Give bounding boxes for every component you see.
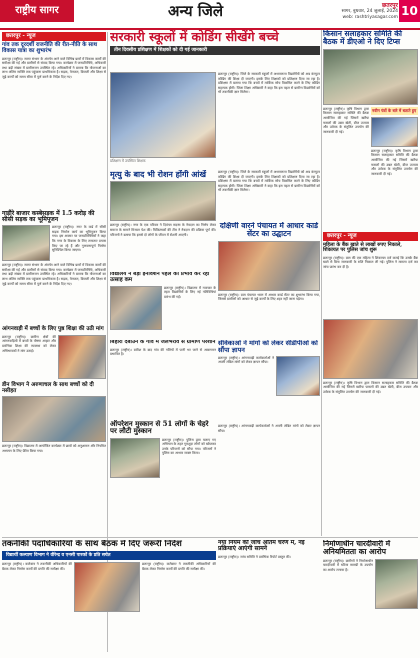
ops-body: छतरपुर (राष्ट्रीय)। पुलिस द्वारा चलाए गए अभियान के तहत गुमशुदा लोगों को खोजकर उनके परिजनों को सौंपा गया। परिजनों ने पुलिस का आभार व्यक्त किया। <box>162 437 216 456</box>
city-name: छतरपुर <box>382 2 398 9</box>
masthead <box>0 0 420 30</box>
column-rule-right <box>321 30 322 536</box>
lead-story-header <box>110 30 320 70</box>
story1-headline: गांव तक दूरदर्शी राजनीति की रीत-नीति के साथ विकास यात्रा का शुभारंभ <box>2 42 98 54</box>
tech-subbar: विद्यार्थी कल्याण विभाग ने वीरेन्द्र व एनसी पारकों के प्रति सचेत <box>2 551 216 560</box>
naya-body: छतरपुर (राष्ट्रीय)। जांच समिति ने प्रारंभिक रिपोर्ट प्रस्तुत की। <box>218 554 291 559</box>
demands-headline: सेविकाओं ने मांगों को लेकर सीडीपीओ को सौंपा ज्ञापन <box>218 340 318 354</box>
school-story <box>110 272 216 338</box>
section-title: अन्य जिले <box>168 2 223 20</box>
demands-body-cont <box>218 424 320 536</box>
left-section-bar: छतरपुर - न्यूज <box>2 32 106 41</box>
women-photo <box>323 319 418 379</box>
kisan-body: छतरपुर (राष्ट्रीय)। कृषि विभाग द्वारा किसान सलाहकार समिति की बैठक आयोजित की गई जिसमें खरीफ फसलों की उन्नत खेती, बीज उपचार और उर्वरक के संतुलित उपयोग की जानकारी दी गई। <box>323 106 369 134</box>
date-text: सागर, बुधवार, 24 जुलाई, 2024 <box>341 9 398 14</box>
tech-body: छतरपुर (राष्ट्रीय)। कलेक्टर ने तकनीकी अधिकारियों की बैठक लेकर निर्माण कार्यों की प्रगति की समीक्षा की। <box>2 561 72 571</box>
tech-headline: तकनीकी पदाधिकारियों के साथ बैठक में दिए जरूरी निर्देश <box>2 540 182 549</box>
lead-story-body-block <box>218 72 320 168</box>
story2-body-cont: छतरपुर (राष्ट्रीय)। सागर संभाग के अंतर्गत आने वाले विभिन्न ग्रामों में विकास कार्यों की समीक्षा की गई और ग्रामीणों से संवाद किया गया। कार्यक्रम में जनप्रतिनिधि, अधिकारी तथा बड़ी संख्या में ग्रामीणजन उपस्थित रहे। अधिकारियों ने बताया कि योजनाओं का लाभ अंतिम व्यक्ति तक पहुंचाना प्राथमिकता है। सड़क, पेयजल, बिजली और शिक्षा से जुड़े कार्यों को समय सीमा में पूर्ण करने के निर्देश दिए गए। <box>2 263 106 286</box>
kisan-story <box>323 30 418 230</box>
panchayat-body: छतरपुर (राष्ट्रीय)। ग्राम पंचायत भवन में आधार कार्ड सेंटर का शुभारंभ किया गया, जिससे ग्रामीणों को आधार से जुड़े कार्यों के लिए शहर नहीं जाना पड़ेगा। <box>218 292 320 302</box>
story2-photo <box>2 225 50 261</box>
vidhan-story <box>110 340 216 420</box>
vidhan-body: छतरपुर (राष्ट्रीय)। बारिश के बाद गांव की गलियों में पानी भर जाने से आवागमन प्रभावित है। <box>110 347 216 357</box>
women-body-cont: छतरपुर (राष्ट्रीय)। कृषि विभाग द्वारा किसान सलाहकार समिति की बैठक आयोजित की गई जिसमें खरीफ फसलों की उन्नत खेती, बीज उपचार और उर्वरक के संतुलित उपयोग की जानकारी दी गई। <box>323 380 418 394</box>
web-address: web: rashtriyasagar.com <box>342 15 398 20</box>
lead-story-photo-block <box>110 72 216 168</box>
kisan-headline: किसान सलाहकार समिति की बैठक में डीएओ ने दिए टिप्स <box>323 30 402 46</box>
school-photo <box>110 286 162 330</box>
story1-body: छतरपुर (राष्ट्रीय)। सागर संभाग के अंतर्गत आने वाले विभिन्न ग्रामों में विकास कार्यों की समीक्षा की गई और ग्रामीणों से संवाद किया गया। कार्यक्रम में जनप्रतिनिधि, अधिकारी तथा बड़ी संख्या में ग्रामीणजन उपस्थित रहे। अधिकारियों ने बताया कि योजनाओं का लाभ अंतिम व्यक्ति तक पहुंचाना प्राथमिकता है। सड़क, पेयजल, बिजली और शिक्षा से जुड़े कार्यों को समय सीमा में पूर्ण करने के निर्देश दिए गए। <box>2 56 106 79</box>
story3-headline: आंगनवाड़ी में बच्चों के लिए पुष्ठ शिक्षा की उठी मांग <box>2 326 104 333</box>
kisan-inset-label: नवीन यंत्रों के बारे में बताते हुए <box>372 107 417 113</box>
story4-headline: डीन विभाग ने अरुणाचल के साथ बच्चों को दी नसीहत <box>2 381 94 394</box>
school-body: छतरपुर (राष्ट्रीय)। विद्यालय में नवाचार के तहत विद्यार्थियों के लिए नई गतिविधियां प्रारंभ की गईं। <box>164 285 216 299</box>
nirman-story <box>323 540 418 656</box>
naya-story <box>218 540 320 656</box>
ops-headline: ऑपरेशन मुस्कान से 51 लोगों के चेहरे पर लौटी मुस्कान <box>110 420 209 436</box>
ops-photo <box>110 438 160 478</box>
panchayat-story <box>218 222 320 334</box>
story4-photo <box>2 396 106 442</box>
dateline <box>338 3 398 21</box>
lead-body: छतरपुर (राष्ट्रीय)। जिले के सरकारी स्कूलों में अध्ययनरत विद्यार्थियों को अब कंप्यूटर कोडिंग की शिक्षा दी जाएगी। इसके लिए शिक्षकों को प्रशिक्षण दिया जा रहा है। प्रशिक्षण में बताया गया कि बच्चों में तार्किक सोच विकसित करने के लिए कोडिंग सहायक होगी। जिला शिक्षा अधिकारी ने कहा कि इस पहल से ग्रामीण विद्यार्थियों को भी तकनीकी ज्ञान मिलेगा। <box>218 72 320 95</box>
story4-body: छतरपुर (राष्ट्रीय)। विद्यालय में आयोजित कार्यक्रम में छात्रों को अनुशासन और नियमित अध्ययन के लिए प्रेरित किया गया। <box>2 444 106 454</box>
demands-photo <box>276 356 320 396</box>
tech-body-cont: छतरपुर (राष्ट्रीय)। कलेक्टर ने तकनीकी अधिकारियों की बैठक लेकर निर्माण कार्यों की प्रगति की समीक्षा की। <box>142 561 216 571</box>
death-story <box>110 170 216 270</box>
lead-subbar: तीन दिवसीय प्रशिक्षण में शिक्षकों को दी गई जानकारी <box>110 46 320 55</box>
kisan-body-cont: छतरपुर (राष्ट्रीय)। कृषि विभाग द्वारा किसान सलाहकार समिति की बैठक आयोजित की गई जिसमें खरीफ फसलों की उन्नत खेती, बीज उपचार और उर्वरक के संतुलित उपयोग की जानकारी दी गई। <box>371 148 418 176</box>
kisan-inset-photo <box>371 117 418 147</box>
story2-body: छतरपुर (राष्ट्रीय)। नगर के वार्ड में सीसी सड़क निर्माण कार्य का भूमिपूजन किया गया। इस अवसर पर जनप्रतिनिधियों ने कहा कि नगर के विकास के लिए लगातार प्रयास किए जा रहे हैं और गुणवत्तापूर्ण निर्माण सुनिश्चित किया जाएगा। <box>52 225 106 253</box>
lead-headline: सरकारी स्कूलों में कोडिंग सीखेंगे बच्चे <box>110 30 279 44</box>
vidhan-headline: बिहारी दबाउन के गांव में जलभराव से ग्रामीण परेशान <box>110 340 216 345</box>
nirman-headline: निर्माणाधीन चारदीवारी में अनियमितता का आरोप <box>323 540 391 556</box>
nirman-photo <box>375 559 418 609</box>
lead-photo-caption: प्रशिक्षण में उपस्थित शिक्षक <box>110 159 146 163</box>
death-headline: मृत्यु के बाद भी रोशन होंगी आंखें <box>110 170 207 179</box>
right-news-block <box>323 232 418 534</box>
demands-body: छतरपुर (राष्ट्रीय)। आंगनवाड़ी कार्यकर्ताओं ने अपनी लंबित मांगों को लेकर ज्ञापन सौंपा। <box>218 355 274 365</box>
story2-headline: गाड़ीेरे बाजार कस्बेसड़क में 1.5 करोड़ की सीसी सड़क का भूमिपूजन <box>2 209 95 223</box>
panchayat-headline: दक्षिणी वारने पंचायत में आधार कार्ड सेंटर का उद्घाटन <box>219 222 319 238</box>
nirman-body: छतरपुर (राष्ट्रीय)। ग्रामीणों ने निर्माणाधीन चारदीवारी में घटिया सामग्री के उपयोग का आरोप लगाया है। <box>323 558 373 572</box>
brand-logo: राष्ट्रीय सागर <box>0 0 74 22</box>
demands-story <box>218 340 320 420</box>
naya-headline: नया नियम की जांच अंतिम चरण में, नई प्रक्रियाएं आएंगी सामने <box>218 540 305 553</box>
lead-body-cont: छतरपुर (राष्ट्रीय)। जिले के सरकारी स्कूलों में अध्ययनरत विद्यार्थियों को अब कंप्यूटर कोडिंग की शिक्षा दी जाएगी। इसके लिए शिक्षकों को प्रशिक्षण दिया जा रहा है। प्रशिक्षण में बताया गया कि बच्चों में तार्किक सोच विकसित करने के लिए कोडिंग सहायक होगी। जिला शिक्षा अधिकारी ने कहा कि इस पहल से ग्रामीण विद्यार्थियों को भी तकनीकी ज्ञान मिलेगा। <box>218 170 320 193</box>
page-number: 10 <box>399 0 420 22</box>
demands-body-extra: छतरपुर (राष्ट्रीय)। आंगनवाड़ी कार्यकर्ताओं ने अपनी लंबित मांगों को लेकर ज्ञापन सौंपा। <box>218 424 320 433</box>
story3-photo <box>58 335 106 379</box>
tech-story <box>2 540 216 656</box>
kisan-photo <box>323 49 418 105</box>
story3-body: छतरपुर (राष्ट्रीय)। ग्रामीण क्षेत्रों की आंगनवाड़ियों में बच्चों के पोषण आहार और प्रारंभिक शिक्षा की व्यवस्था को लेकर अभिभावकों ने मांग उठाई। <box>2 334 56 353</box>
right-section-bar: छतरपुर - न्यूज <box>323 232 418 241</box>
death-body: छतरपुर (राष्ट्रीय)। नगर के एक परिवार ने दिवंगत सदस्य के नेत्रदान का निर्णय लेकर समाज के सामने मिसाल पेश की। चिकित्सकों की टीम ने नेत्रदान की प्रक्रिया पूर्ण की। परिजनों ने बताया कि इससे दो लोगों के जीवन में रोशनी आएगी। <box>110 223 216 237</box>
women-headline: महिला के बैंक खाते से लाखों रुपए निकाले, शिकायत पर पुलिस जांच शुरू <box>323 242 402 254</box>
horizontal-rule-bottom <box>2 537 418 538</box>
lead-photo <box>110 72 216 158</box>
tech-photo <box>74 562 140 612</box>
school-headline: विद्यालय ने बड़ा इनोवेशन पहल की प्रभाव कर रहा उत्साह कम <box>110 272 210 283</box>
ops-story <box>110 420 216 536</box>
death-photo <box>110 181 216 221</box>
panchayat-photo <box>218 241 320 291</box>
women-body: छतरपुर (राष्ट्रीय)। ग्राम की एक महिला ने शिकायत दर्ज कराई कि उसके बैंक खाते से बिना जानकारी के राशि निकाल ली गई। पुलिस ने मामला दर्ज कर जांच प्रारंभ कर दी है। <box>323 255 418 269</box>
